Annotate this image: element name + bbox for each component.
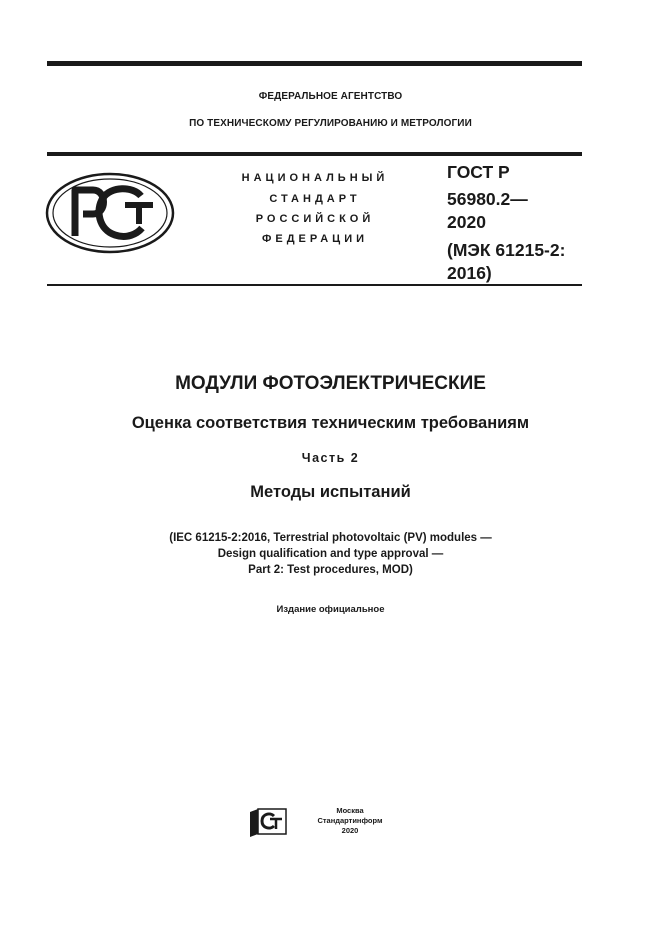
designation-line-1: ГОСТ Р [447, 162, 510, 182]
document-subtitle: Оценка соответствия техническим требованиям [131, 414, 530, 432]
national-standard-line-2: СТАНДАРТ [269, 193, 361, 205]
document-part-title: Методы испытаний [250, 483, 411, 501]
agency-line-1: ФЕДЕРАЛЬНОЕ АГЕНТСТВО [258, 91, 403, 102]
iec-reference-line-2: Design qualification and type approval — [217, 548, 444, 560]
agency-line-2: ПО ТЕХНИЧЕСКОМУ РЕГУЛИРОВАНИЮ И МЕТРОЛОГИИ [189, 118, 472, 129]
edition-label: Издание официальное [276, 604, 385, 615]
publisher-city: Москва [336, 806, 364, 815]
top-rule [47, 61, 582, 66]
designation-line-4: (МЭК 61215-2: [447, 240, 566, 260]
header-rule [47, 152, 582, 156]
publisher-year: 2020 [341, 826, 359, 835]
iec-reference-line-1: (IEC 61215-2:2016, Terrestrial photovoltaic (PV) modules — [169, 532, 492, 544]
publisher-name: Стандартинформ [317, 816, 383, 825]
national-standard-line-1: НАЦИОНАЛЬНЫЙ [241, 172, 389, 184]
publisher-logo-icon [248, 808, 288, 838]
designation-line-2: 56980.2— [447, 189, 528, 209]
document-part: Часть 2 [301, 451, 360, 465]
iec-reference-line-3: Part 2: Test procedures, MOD) [248, 564, 413, 576]
document-title: МОДУЛИ ФОТОЭЛЕКТРИЧЕСКИЕ [175, 373, 486, 394]
gost-logo-icon [45, 172, 175, 254]
designation-line-3: 2020 [447, 212, 486, 232]
national-standard-line-3: РОССИЙСКОЙ [255, 213, 375, 225]
national-standard-line-4: ФЕДЕРАЦИИ [261, 233, 369, 245]
designation-line-5: 2016) [447, 263, 492, 283]
header-bottom-rule [47, 284, 582, 286]
